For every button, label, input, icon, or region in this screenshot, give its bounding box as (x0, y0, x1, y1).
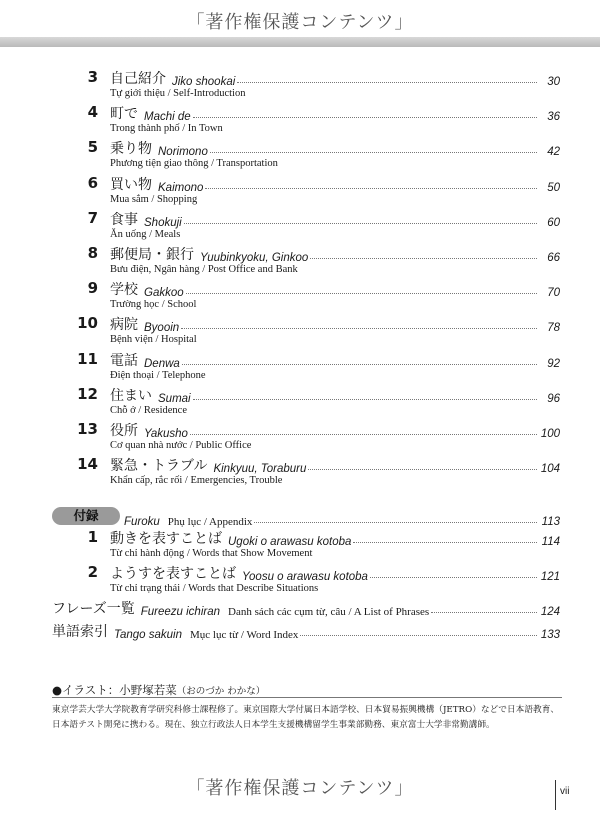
entry-romaji: Jiko shookai (172, 76, 236, 88)
entry-subtitle: Điện thoại / Telephone (110, 369, 206, 381)
entry-line (110, 350, 560, 370)
credit-label: ●イラスト：小野塚若菜 (52, 683, 177, 697)
entry-line (110, 209, 560, 229)
entry-number: 10 (77, 314, 98, 333)
author-note: 東京学芸大学大学院教育学研究科修士課程修了。東京国際大学付属日本語学校、日本貿易振興機構（JETRO）などで日本語教育、日本語テスト開発に携わる。現在、独立行政法人日本学生支援機構留学生事業部勤務、東京富士大学非常勤講師。 (52, 697, 562, 733)
toc-entry (0, 244, 600, 282)
dot-leader (181, 328, 537, 329)
entry-japanese-title: 住まい (110, 387, 152, 404)
entry-japanese-title: 自己紹介 (110, 71, 166, 87)
entry-page-number: 30 (547, 76, 560, 88)
entry-number: 2 (87, 563, 98, 581)
toc-entry (0, 621, 600, 641)
entry-line (110, 563, 560, 583)
entry-romaji: Yuubinkyoku, Ginkoo (200, 252, 309, 264)
entry-page-number: 36 (547, 111, 560, 124)
entry-number: 9 (87, 279, 98, 298)
entry-number: 14 (77, 455, 98, 474)
toc-entry (0, 508, 600, 528)
entry-japanese-title: 学校 (110, 282, 138, 299)
entry-subtitle: Từ chỉ trạng thái / Words that Describe Situations (110, 583, 319, 594)
entry-romaji: Kaimono (158, 181, 204, 194)
entry-romaji: Sumai (158, 392, 191, 405)
entry-line (110, 455, 560, 475)
toc-entry (0, 174, 600, 212)
header-bar (0, 37, 600, 47)
toc-entry (0, 138, 600, 176)
entry-line (110, 279, 560, 299)
entry-romaji: Yakusho (144, 428, 188, 440)
entry-romaji: Denwa (144, 357, 180, 370)
entry-number: 5 (87, 138, 98, 157)
dot-leader (310, 258, 537, 259)
dot-leader (193, 117, 537, 118)
entry-japanese-title: 町で (110, 106, 138, 123)
entry-subtitle: Cơ quan nhà nước / Public Office (110, 440, 252, 451)
toc-entry (0, 209, 600, 247)
toc-entry (0, 528, 600, 566)
entry-line (110, 244, 560, 264)
dot-leader (370, 577, 537, 578)
entry-japanese-title: 病院 (110, 317, 138, 334)
entry-number: 1 (87, 528, 98, 546)
toc-entry (0, 314, 600, 352)
page-number-rule (555, 780, 556, 810)
entry-subtitle: Chỗ ở / Residence (110, 404, 187, 416)
entry-translation: Phụ lục / Appendix (167, 516, 253, 528)
entry-page-number: 92 (547, 357, 560, 370)
entry-page-number: 42 (547, 146, 560, 159)
entry-subtitle: Mua sắm / Shopping (110, 193, 198, 205)
entry-subtitle: Tự giới thiệu / Self-Introduction (110, 88, 246, 99)
entry-page-number: 66 (547, 252, 560, 264)
dot-leader (186, 293, 537, 294)
entry-page-number: 104 (540, 463, 560, 476)
entry-page-number: 60 (547, 216, 560, 229)
entry-line (110, 68, 560, 88)
toc-entry (0, 598, 600, 618)
entry-number: 8 (87, 244, 98, 262)
entry-page-number: 100 (540, 428, 560, 440)
entry-line (110, 138, 560, 158)
dot-leader (237, 82, 537, 83)
entry-translation: Mục lục từ / Word Index (190, 629, 299, 641)
entry-line (110, 528, 560, 548)
entry-page-number: 121 (540, 571, 560, 583)
entry-line (110, 420, 560, 440)
entry-page-number: 113 (541, 516, 560, 528)
entry-number: 12 (77, 384, 98, 403)
entry-japanese-title: 食事 (110, 211, 138, 228)
dot-leader (193, 399, 537, 400)
entry-number: 7 (87, 208, 98, 227)
dot-leader (254, 522, 537, 523)
entry-page-number: 78 (547, 322, 560, 335)
entry-translation: Danh sách các cụm từ, câu / A List of Phrases (228, 606, 430, 618)
toc-entry (0, 279, 600, 317)
entry-japanese-title: ようすを表すことば (110, 566, 236, 582)
entry-number: 11 (77, 349, 98, 368)
entry-line (110, 174, 560, 194)
entry-page-number: 96 (547, 392, 560, 405)
entry-subtitle: Trường học / School (110, 299, 197, 311)
dot-leader (431, 612, 537, 613)
page-number: vii (560, 786, 570, 797)
entry-subtitle: Bệnh viện / Hospital (110, 334, 197, 346)
dot-leader (184, 223, 537, 224)
entry-japanese-title: 郵便局・銀行 (110, 247, 194, 263)
entry-subtitle: Khẩn cấp, rắc rối / Emergencies, Trouble (110, 475, 283, 487)
dot-leader (205, 188, 537, 189)
watermark-top: 「著作権保護コンテンツ」 (186, 12, 414, 33)
toc-entry (0, 103, 600, 141)
entry-subtitle: Bưu điện, Ngân hàng / Post Office and Bank (110, 264, 298, 275)
entry-japanese-title: 動きを表すことば (110, 531, 222, 547)
entry-number: 4 (87, 103, 98, 122)
entry-line (52, 598, 560, 618)
dot-leader (308, 469, 537, 470)
entry-number: 13 (77, 420, 98, 438)
entry-page-number: 133 (540, 629, 560, 641)
toc-entry (0, 385, 600, 423)
toc-entry (0, 68, 600, 106)
toc-entry (0, 563, 600, 601)
dot-leader (210, 152, 537, 153)
entry-subtitle: Ăn uống / Meals (110, 228, 181, 240)
entry-romaji: Norimono (158, 146, 208, 159)
credit-reading: （おのづか わかな） (176, 686, 266, 697)
entry-romaji: Ugoki o arawasu kotoba (228, 536, 352, 548)
entry-subtitle: Phương tiện giao thông / Transportation (110, 158, 278, 170)
entry-line (110, 314, 560, 334)
dot-leader (353, 542, 537, 543)
entry-romaji: Tango sakuin (114, 629, 182, 641)
dot-leader (182, 364, 537, 365)
illustration-credit (52, 682, 265, 698)
entry-page-number: 124 (540, 606, 560, 618)
entry-japanese-title: 買い物 (110, 176, 152, 193)
entry-romaji: Yoosu o arawasu kotoba (242, 571, 368, 583)
watermark-bottom: 「著作権保護コンテンツ」 (186, 778, 414, 799)
entry-number: 3 (87, 68, 98, 86)
entry-line (110, 103, 560, 123)
appendix-badge: 付録 (52, 507, 120, 525)
entry-japanese-title: 単語索引 (52, 624, 108, 640)
entry-japanese-title: 乗り物 (110, 141, 152, 158)
entry-line (124, 508, 560, 528)
dot-leader (300, 635, 537, 636)
toc-entry (0, 420, 600, 458)
entry-page-number: 50 (547, 181, 560, 194)
entry-line (52, 621, 560, 641)
entry-japanese-title: フレーズ一覧 (52, 601, 135, 617)
toc-entry (0, 455, 600, 493)
entry-japanese-title: 電話 (110, 352, 138, 369)
entry-japanese-title: 役所 (110, 423, 138, 439)
entry-romaji: Fureezu ichiran (140, 606, 221, 618)
entry-romaji: Byooin (144, 322, 180, 335)
entry-number: 6 (87, 173, 98, 192)
entry-romaji: Machi de (144, 111, 191, 124)
entry-romaji: Furoku (124, 516, 160, 528)
entry-line (110, 385, 560, 405)
entry-subtitle: Trong thành phố / In Town (110, 123, 223, 135)
entry-page-number: 70 (547, 287, 560, 300)
entry-romaji: Kinkyuu, Toraburu (213, 463, 307, 476)
entry-romaji: Shokuji (144, 216, 182, 229)
entry-japanese-title: 緊急・トラブル (110, 458, 208, 475)
entry-page-number: 114 (541, 536, 560, 548)
entry-romaji: Gakkoo (144, 287, 184, 300)
toc-entry (0, 350, 600, 388)
dot-leader (190, 434, 537, 435)
entry-subtitle: Từ chỉ hành động / Words that Show Movement (110, 548, 313, 559)
